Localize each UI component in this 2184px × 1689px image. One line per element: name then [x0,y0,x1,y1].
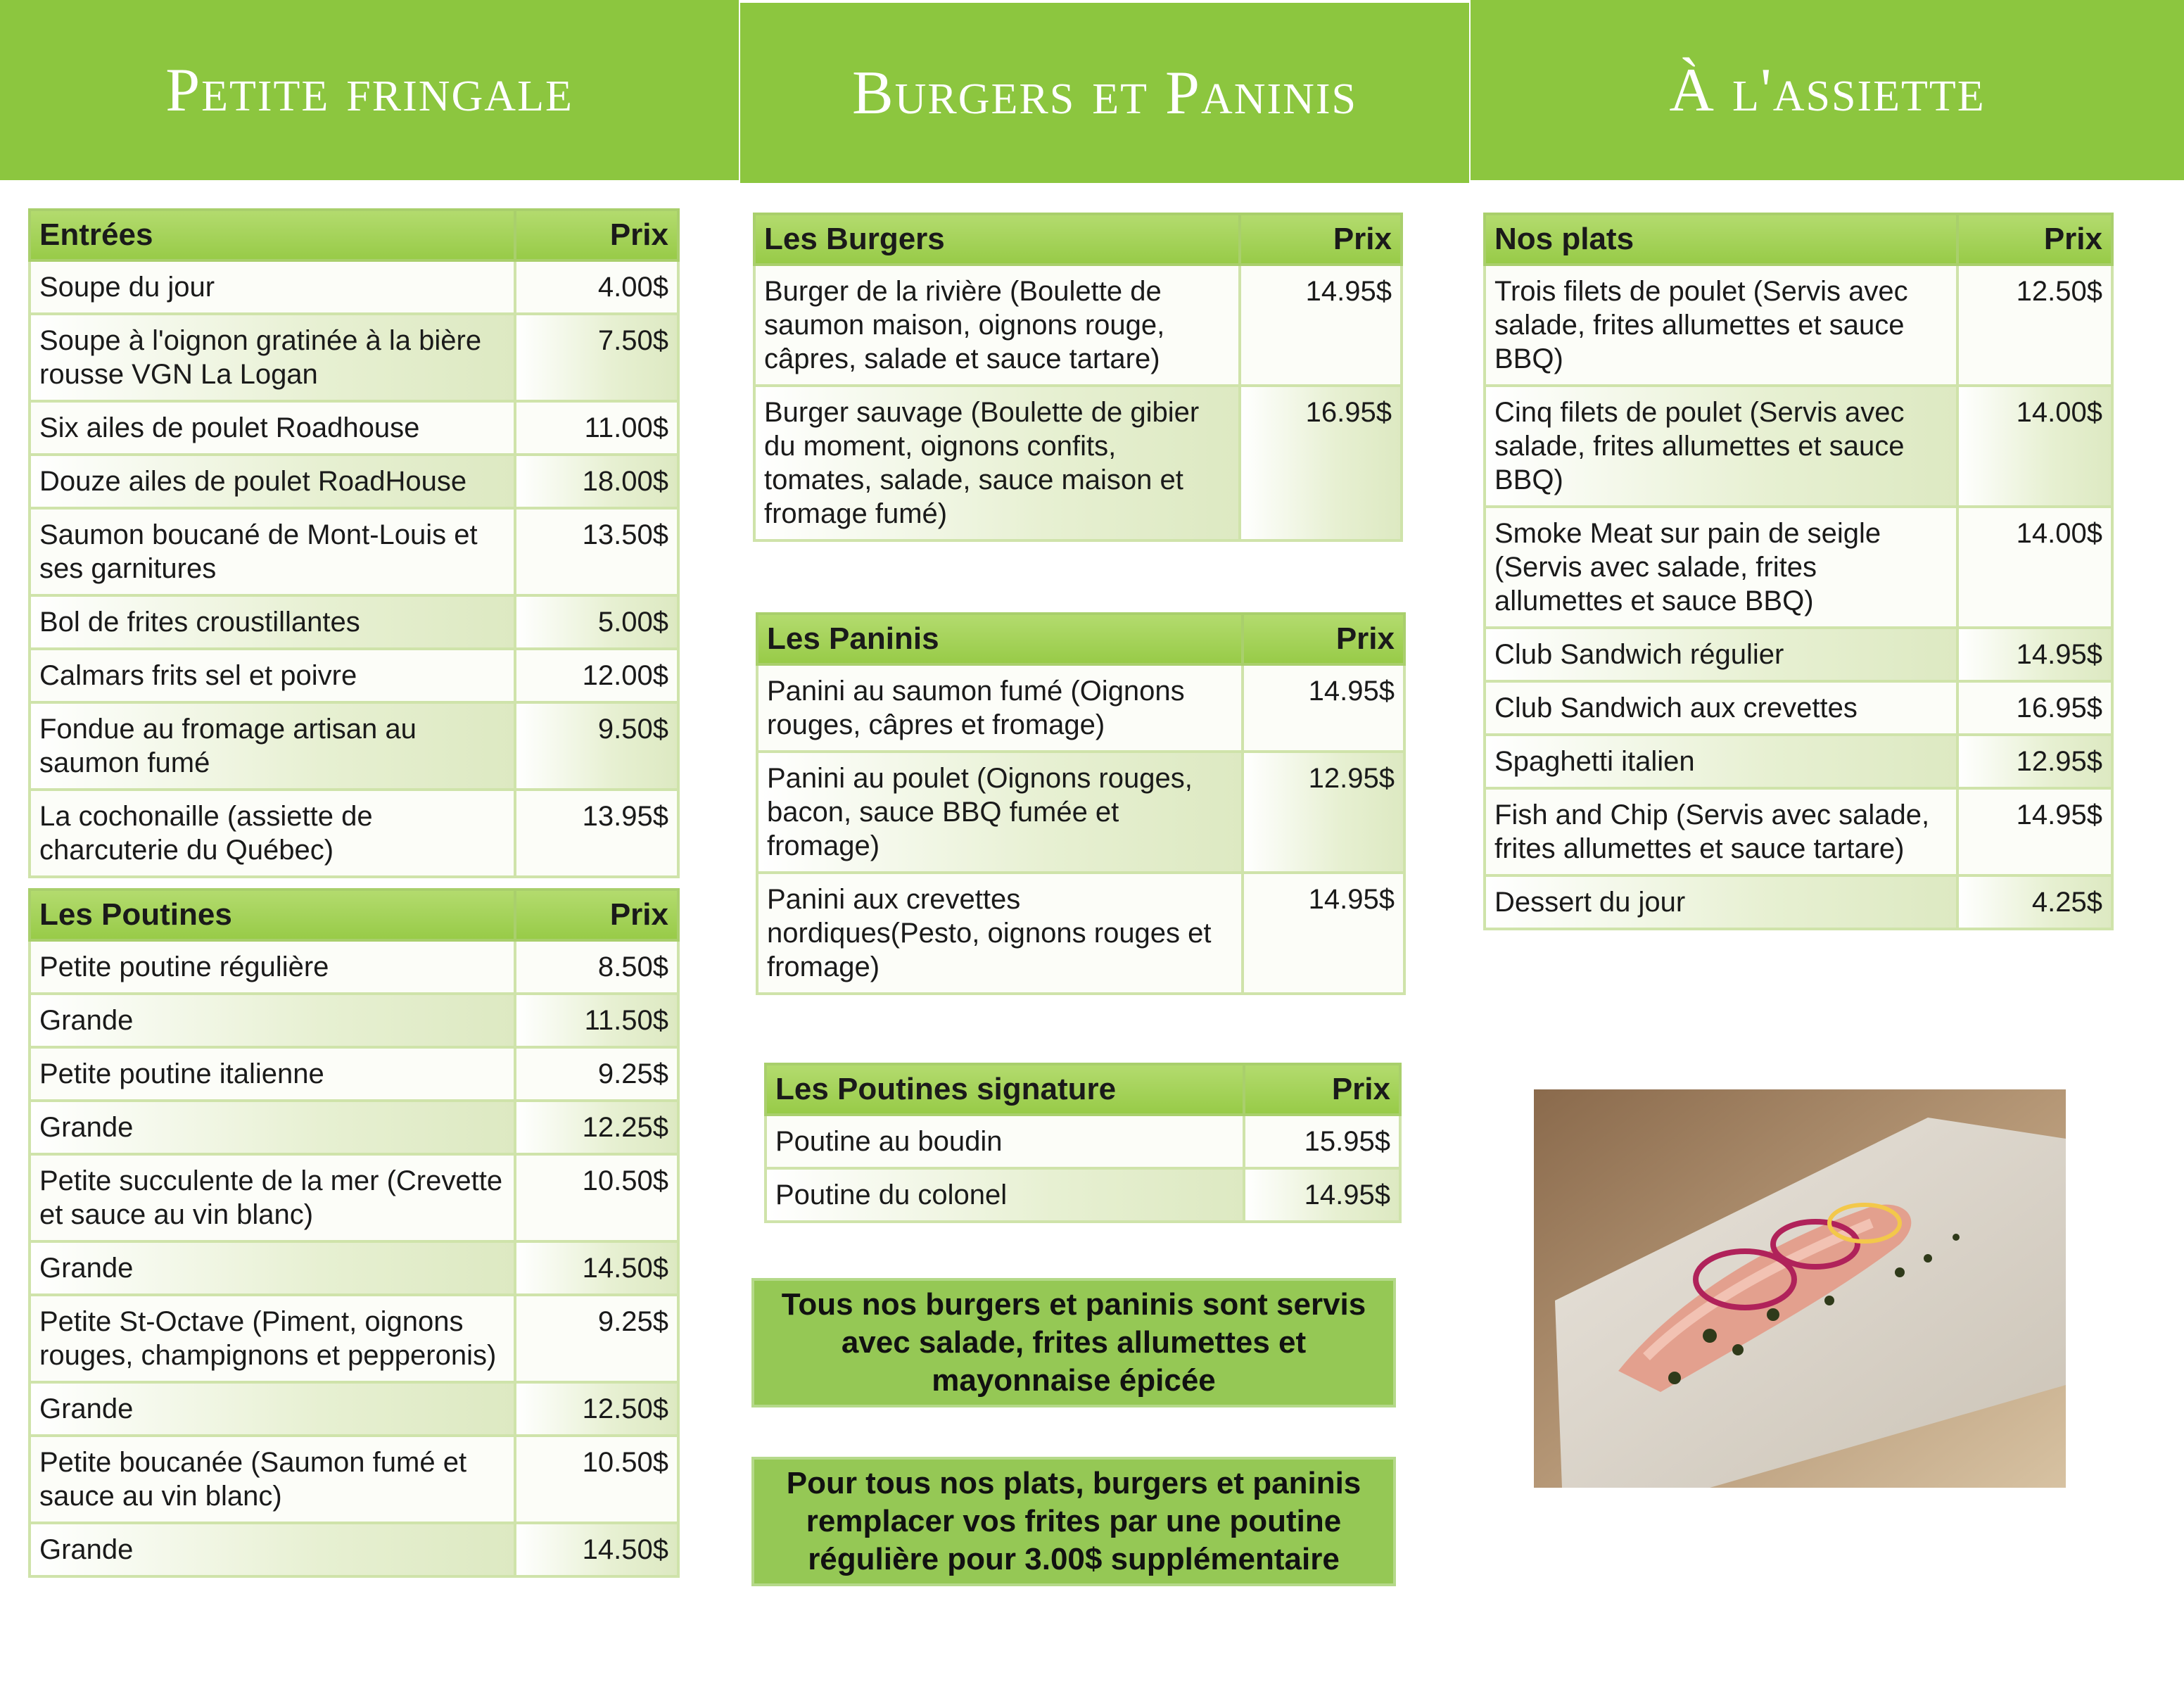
item-name: Fondue au fromage artisan au saumon fumé [30,702,515,790]
section-title-burgers-paninis: Burgers et Paninis [851,58,1358,127]
item-name: Burger de la rivière (Boulette de saumon maison, oignons rouge, câpres, salade et sauce tartare) [754,265,1240,386]
table-row [30,790,678,877]
table-row [1485,386,2112,507]
banner-petite-fringale [0,0,739,180]
item-name: Soupe du jour [30,260,515,314]
note-text: Tous nos burgers et paninis sont servis avec salade, frites allumettes et mayonnaise épicée [781,1287,1366,1398]
item-price: 10.50$ [515,1154,678,1241]
item-price: 14.95$ [1244,1168,1400,1222]
table-row [30,1382,678,1436]
table-row [30,455,678,508]
item-price: 18.00$ [515,455,678,508]
table-burgers [753,213,1403,542]
table-row [766,1115,1400,1168]
item-price: 14.95$ [1243,664,1404,752]
table-row [30,994,678,1047]
item-price: 7.50$ [515,314,678,401]
item-name: Panini au saumon fumé (Oignons rouges, câpres et fromage) [757,664,1243,752]
table-row [754,386,1402,540]
item-name: Grande [30,1241,515,1295]
item-price: 12.25$ [515,1101,678,1154]
item-name: Trois filets de poulet (Servis avec salade, frites allumettes et sauce BBQ) [1485,265,1957,386]
table-row [766,1168,1400,1222]
item-name: Burger sauvage (Boulette de gibier du moment, oignons confits, tomates, salade, sauce maison et fromage fumé) [754,386,1240,540]
table-nos-plats [1483,213,2114,930]
price-header: Prix [515,210,678,260]
item-price: 14.95$ [1243,873,1404,994]
item-name: Dessert du jour [1485,875,1957,929]
table-header-plats: Nos plats [1485,214,1957,265]
item-name: Grande [30,1101,515,1154]
table-row [30,1295,678,1382]
table-row [30,508,678,595]
table-row [30,314,678,401]
item-price: 10.50$ [515,1436,678,1523]
item-price: 11.50$ [515,994,678,1047]
item-name: Grande [30,994,515,1047]
item-price: 12.95$ [1243,752,1404,873]
table-row [30,649,678,702]
table-row [757,873,1404,994]
note-text: Pour tous nos plats, burgers et paninis remplacer vos frites par une poutine régulière pour 3.00$ supplémentaire [786,1466,1361,1576]
banner-a-lassiette [1471,0,2184,180]
item-price: 16.95$ [1240,386,1402,540]
item-name: Poutine du colonel [766,1168,1244,1222]
item-price: 13.95$ [515,790,678,877]
price-header: Prix [1243,614,1404,664]
table-row [30,1154,678,1241]
item-price: 12.95$ [1957,735,2112,788]
note-burgers-served-with [751,1278,1396,1408]
price-header: Prix [1240,214,1402,265]
item-price: 9.25$ [515,1295,678,1382]
table-header-burgers: Les Burgers [754,214,1240,265]
table-row [1485,265,2112,386]
table-row [754,265,1402,386]
item-name: Six ailes de poulet Roadhouse [30,401,515,455]
item-name: Bol de frites croustillantes [30,595,515,649]
section-title-a-lassiette: À l'assiette [1669,56,1986,125]
table-poutines-signature [764,1063,1402,1223]
item-name: Soupe à l'oignon gratinée à la bière rousse VGN La Logan [30,314,515,401]
item-price: 12.50$ [515,1382,678,1436]
price-header: Prix [1957,214,2112,265]
table-row [1485,507,2112,628]
price-header: Prix [1244,1064,1400,1115]
table-row [30,1436,678,1523]
item-name: Grande [30,1382,515,1436]
table-row [30,260,678,314]
item-price: 14.00$ [1957,507,2112,628]
item-price: 14.50$ [515,1523,678,1576]
table-row [30,1523,678,1576]
section-title-petite-fringale: Petite fringale [165,56,573,125]
item-name: Petite St-Octave (Piment, oignons rouges, champignons et pepperonis) [30,1295,515,1382]
table-header-poutines: Les Poutines [30,890,515,940]
item-name: Panini aux crevettes nordiques(Pesto, oignons rouges et fromage) [757,873,1243,994]
table-row [1485,788,2112,875]
table-row [1485,628,2112,681]
food-photo [1534,1089,2066,1488]
item-price: 9.25$ [515,1047,678,1101]
table-row [30,1047,678,1101]
item-name: Spaghetti italien [1485,735,1957,788]
table-row [30,1241,678,1295]
table-row [757,664,1404,752]
item-name: La cochonaille (assiette de charcuterie du Québec) [30,790,515,877]
banner-burgers-paninis [740,3,1469,183]
table-poutines [28,888,680,1578]
item-name: Poutine au boudin [766,1115,1244,1168]
item-name: Smoke Meat sur pain de seigle (Servis avec salade, frites allumettes et sauce BBQ) [1485,507,1957,628]
table-header-paninis: Les Paninis [757,614,1243,664]
table-row [30,702,678,790]
item-name: Petite succulente de la mer (Crevette et sauce au vin blanc) [30,1154,515,1241]
table-row [30,1101,678,1154]
item-name: Douze ailes de poulet RoadHouse [30,455,515,508]
item-name: Club Sandwich régulier [1485,628,1957,681]
table-row [757,752,1404,873]
table-paninis [756,612,1406,995]
table-row [30,595,678,649]
table-header-signature: Les Poutines signature [766,1064,1244,1115]
item-price: 4.25$ [1957,875,2112,929]
item-price: 11.00$ [515,401,678,455]
item-price: 14.95$ [1240,265,1402,386]
table-entrees [28,208,680,878]
table-row [30,940,678,994]
table-row [30,401,678,455]
item-name: Fish and Chip (Servis avec salade, frites allumettes et sauce tartare) [1485,788,1957,875]
item-price: 15.95$ [1244,1115,1400,1168]
item-name: Calmars frits sel et poivre [30,649,515,702]
item-name: Club Sandwich aux crevettes [1485,681,1957,735]
item-name: Cinq filets de poulet (Servis avec salade, frites allumettes et sauce BBQ) [1485,386,1957,507]
item-price: 9.50$ [515,702,678,790]
item-price: 16.95$ [1957,681,2112,735]
note-poutine-replacement [751,1457,1396,1586]
item-price: 14.00$ [1957,386,2112,507]
item-name: Petite poutine régulière [30,940,515,994]
price-header: Prix [515,890,678,940]
item-price: 14.95$ [1957,628,2112,681]
item-name: Saumon boucané de Mont-Louis et ses garnitures [30,508,515,595]
item-price: 12.50$ [1957,265,2112,386]
item-price: 14.50$ [515,1241,678,1295]
item-price: 12.00$ [515,649,678,702]
item-name: Petite boucanée (Saumon fumé et sauce au vin blanc) [30,1436,515,1523]
item-price: 4.00$ [515,260,678,314]
item-price: 14.95$ [1957,788,2112,875]
item-name: Petite poutine italienne [30,1047,515,1101]
table-header-entrees: Entrées [30,210,515,260]
item-name: Grande [30,1523,515,1576]
table-row [1485,875,2112,929]
item-price: 8.50$ [515,940,678,994]
table-row [1485,735,2112,788]
item-price: 5.00$ [515,595,678,649]
table-row [1485,681,2112,735]
item-name: Panini au poulet (Oignons rouges, bacon, sauce BBQ fumée et fromage) [757,752,1243,873]
item-price: 13.50$ [515,508,678,595]
